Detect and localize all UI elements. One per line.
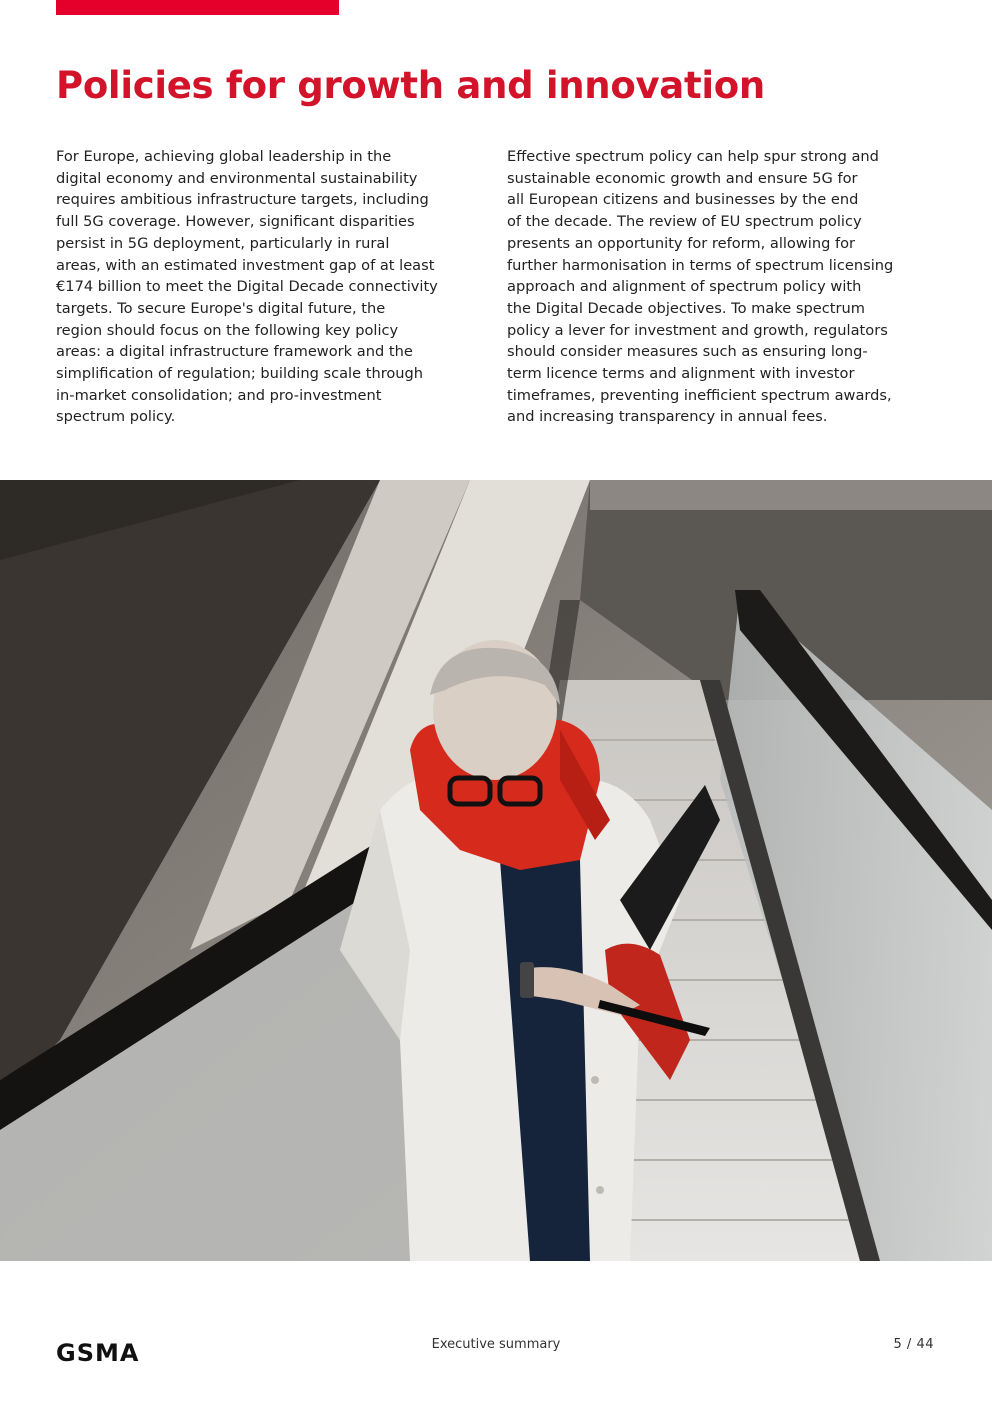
body-line: in-market consolidation; and pro-investment — [56, 386, 382, 404]
body-line: For Europe, achieving global leadership in the — [56, 148, 392, 165]
body-line: term licence terms and alignment with investor — [507, 365, 855, 383]
page-title: Policies for growth and innovation — [56, 64, 765, 107]
body-line: sustainable economic growth and ensure 5G for — [507, 169, 858, 187]
footer-section-label: Executive summary — [431, 1337, 561, 1352]
body-line: €174 billion to meet the Digital Decade connectivity — [56, 278, 438, 296]
body-line: targets. To secure Europe's digital future, the — [56, 299, 386, 317]
body-line: should consider measures such as ensuring long- — [507, 343, 868, 361]
body-line: approach and alignment of spectrum policy with — [507, 278, 862, 296]
body-line: simplification of regulation; building scale through — [56, 365, 424, 383]
escalator-photo — [0, 480, 992, 1261]
body-line: of the decade. The review of EU spectrum policy — [507, 213, 862, 231]
gsma-logo-text: GSMA — [56, 1339, 140, 1365]
body-line: timeframes, preventing inefficient spectrum awards, — [507, 386, 892, 404]
body-line: requires ambitious infrastructure targets, including — [56, 191, 429, 209]
body-line: areas: a digital infrastructure framework and the — [56, 343, 413, 361]
body-column-left — [56, 146, 476, 428]
body-column-right — [507, 146, 927, 428]
body-line: persist in 5G deployment, particularly in rural — [56, 234, 390, 252]
body-line: presents an opportunity for reform, allowing for — [507, 234, 856, 252]
body-line: spectrum policy. — [56, 408, 176, 426]
body-line: digital economy and environmental sustainability — [56, 169, 418, 187]
body-line: policy a lever for investment and growth, regulators — [507, 321, 888, 339]
body-line: the Digital Decade objectives. To make spectrum — [507, 299, 865, 317]
body-line: all European citizens and businesses by the end — [507, 191, 859, 209]
body-line: region should focus on the following key policy — [56, 321, 399, 339]
body-line: areas, with an estimated investment gap of at least — [56, 256, 435, 274]
footer-page-number: 5 / 44 — [893, 1337, 934, 1352]
top-accent-bar — [56, 0, 339, 15]
body-line: and increasing transparency in annual fees. — [507, 408, 828, 426]
body-line: full 5G coverage. However, significant disparities — [56, 213, 415, 231]
body-line: further harmonisation in terms of spectrum licensing — [507, 256, 894, 274]
body-line: Effective spectrum policy can help spur strong and — [507, 148, 879, 165]
